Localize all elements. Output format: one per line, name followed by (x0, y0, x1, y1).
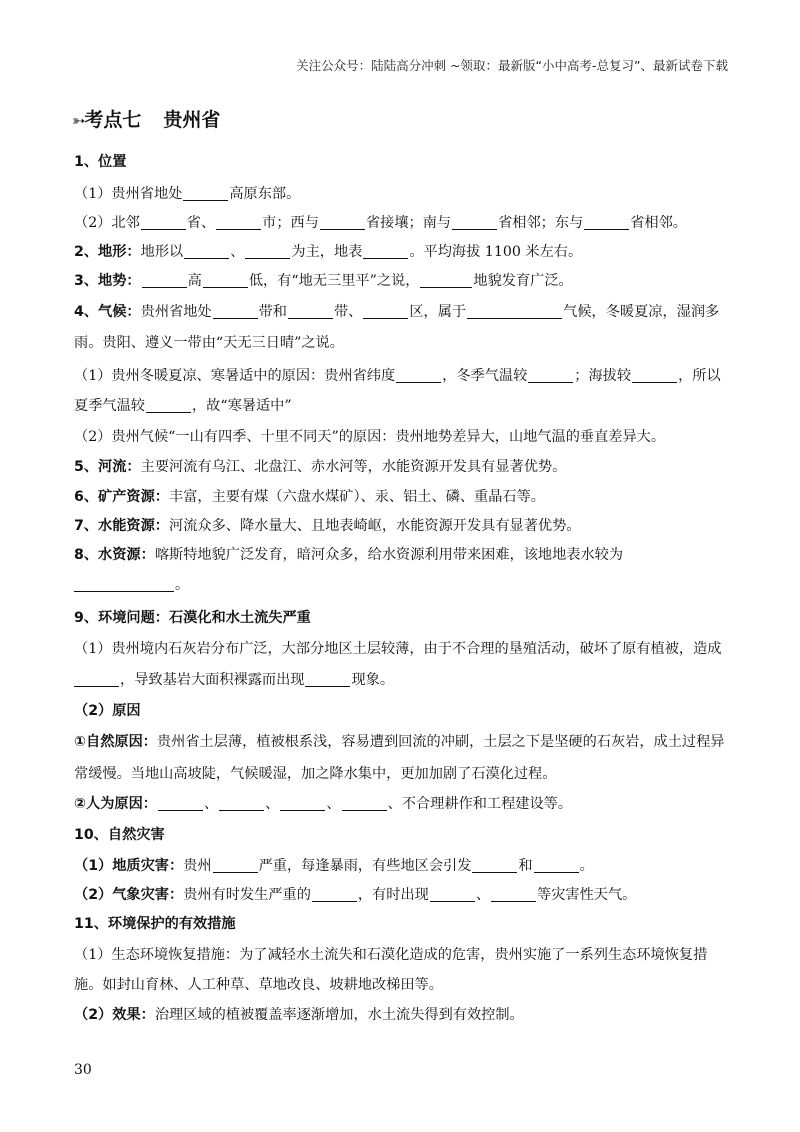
blank (584, 215, 629, 230)
blank (320, 215, 365, 230)
geo-disaster: （1）地质灾害：贵州 严重，每逢暴雨，有些地区会引发 和 。 (74, 858, 594, 874)
water-resources-line-2: 。 (74, 575, 732, 595)
blank (491, 887, 536, 902)
blank (280, 796, 325, 811)
natural-cause: ①自然原因：贵州省土层薄，植被根系浅，容易遭到回流的冲刷，土层之下是坚硬的石灰岩，成土过程异 (74, 734, 725, 750)
blank (216, 215, 261, 230)
climate-reason-2: （2）贵州气候“一山有四季、十里不同天”的原因：贵州地势差异大，山地气温的垂直差异大。 (74, 429, 666, 445)
blank (396, 368, 441, 383)
location-line-1: （1）贵州省地处 高原东部。 (74, 186, 301, 202)
heading-disasters: 10、自然灾害 (74, 827, 165, 843)
blank (213, 304, 258, 319)
blank (363, 304, 408, 319)
relief-line: 3、地势： 高 低，有“地无三里平”之说， 地貌发育广泛。 (74, 273, 573, 289)
blank (430, 887, 475, 902)
terrain-line: 2、地形：地形以 、 为主，地表 。平均海拔 1100 米左右。 (74, 244, 583, 260)
protection-line-2: 施。如封山育林、人工种草、草地改良、坡耕地改梯田等。 (74, 977, 443, 993)
minerals-line: 6、矿产资源：丰富，主要有煤（六盘水煤矿）、汞、铝土、磷、重晶石等。 (74, 489, 545, 505)
blank (183, 186, 228, 201)
climate-line-2: 雨。贵阳、遵义一带由“天无三日晴”之说。 (74, 335, 344, 351)
blank (420, 273, 472, 288)
blank (312, 887, 357, 902)
causes-heading: （2）原因 (74, 703, 141, 719)
climate-line-1: 4、气候：贵州省地处 带和 带、 区，属于 气候，冬暖夏凉，湿润多 (74, 304, 720, 320)
blank (305, 672, 350, 687)
weather-disaster: （2）气象灾害：贵州有时发生严重的 ，有时出现 、 等灾害性天气。 (74, 887, 637, 903)
blank (74, 672, 119, 687)
climate-reason-1: （1）贵州冬暖夏凉、寒暑适中的原因：贵州省纬度 ，冬季气温较 ；海拔较 ，所以 (74, 368, 721, 384)
blank (141, 215, 186, 230)
title-label: 考点七 (84, 109, 142, 131)
blank (288, 304, 333, 319)
rivers-line: 5、河流：主要河流有乌江、北盘江、赤水河等，水能资源开发具有显著优势。 (74, 459, 567, 475)
protection-effect: （2）效果：治理区域的植被覆盖率逐渐增加，水土流失得到有效控制。 (74, 1007, 524, 1023)
heading-protection: 11、环境保护的有效措施 (74, 916, 236, 932)
blank (452, 215, 497, 230)
blank (363, 244, 408, 259)
water-resources-line: 8、水资源：喀斯特地貌广泛发育，暗河众多，给水资源利用带来困难，该地地表水较为 (74, 547, 624, 563)
protection-line-1: （1）生态环境恢复措施：为了减轻水土流失和石漠化造成的危害，贵州实施了一系列生态环境恢复措 (74, 947, 708, 963)
section-title (72, 105, 220, 132)
hydropower-line: 7、水能资源：河流众多、降水量大、且地表崎岖，水能资源开发具有显著优势。 (74, 518, 581, 534)
blank (203, 273, 248, 288)
arrow-icon: ➳ (72, 111, 83, 130)
blank (146, 398, 191, 413)
blank (213, 858, 258, 873)
heading-location: 1、位置 (74, 154, 127, 170)
promo-header: 关注公众号：陆陆高分冲刺 ~领取：最新版“小中高考-总复习”、最新试卷下载 (296, 58, 728, 73)
blank (184, 244, 229, 259)
blank (74, 577, 174, 592)
title-topic: 贵州省 (163, 109, 221, 131)
blank (219, 796, 264, 811)
natural-cause-2: 常缓慢。当地山高坡陡，气候暖湿，加之降水集中，更加加剧了石漠化过程。 (74, 766, 557, 782)
env-line-1: （1）贵州境内石灰岩分布广泛，大部分地区土层较薄，由于不合理的垦殖活动，破坏了原有植被，造成 (74, 641, 722, 657)
blank (142, 273, 187, 288)
env-line-2: ，导致基岩大面积裸露而出现 现象。 (74, 670, 732, 690)
blank (245, 244, 290, 259)
blank (158, 796, 203, 811)
blank (342, 796, 387, 811)
climate-reason-1b: 夏季气温较 ，故“寒暑适中” (74, 398, 292, 414)
page-number: 30 (74, 1062, 92, 1078)
location-line-2: （2）北邻 省、 市；西与 省接壤；南与 省相邻；东与 省相邻。 (74, 215, 687, 231)
blank (467, 304, 562, 319)
blank (632, 368, 677, 383)
heading-environment: 9、环境问题：石漠化和水土流失严重 (74, 610, 311, 626)
human-cause: ②人为原因： 、 、 、 、不合理耕作和工程建设等。 (74, 796, 573, 812)
blank (528, 368, 573, 383)
blank (472, 858, 517, 873)
blank (534, 858, 579, 873)
